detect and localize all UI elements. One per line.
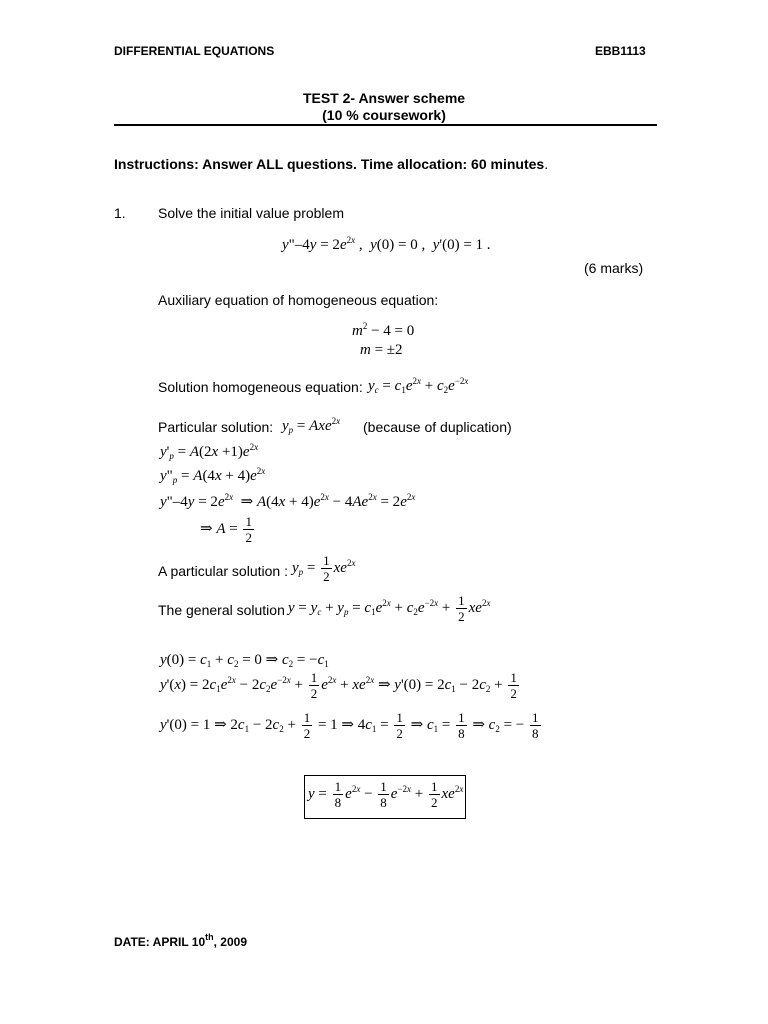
- a-particular-label: A particular solution :: [158, 563, 288, 579]
- question-number: 1.: [114, 205, 126, 221]
- second-derivative: $y"_p = A(4x + 4)e^{2x}$: [160, 466, 266, 485]
- general-solution: $y = y_c + y_p = c_1e^{2x} + c_2e^{-2x}$ + $\frac{1}{2}$ $xe^{2x}$: [288, 593, 491, 624]
- course-title: DIFFERENTIAL EQUATIONS: [114, 44, 275, 58]
- instructions: [114, 156, 548, 172]
- first-derivative: $y'_p = A(2x +1)e^{2x}$: [160, 442, 259, 461]
- instructions-text: Instructions: Answer ALL questions. Time allocation: 60 minutes: [114, 156, 545, 172]
- test-title: TEST 2- Answer scheme: [302, 90, 466, 106]
- date-suffix: , 2009: [213, 935, 247, 949]
- initial-condition-1: $y(0) = c_1 + c_2 = 0$ ⇒ $c_2 = -c_1$: [160, 652, 329, 669]
- date-ordinal: th: [205, 932, 214, 942]
- aux-equation: $m^2 - 4 = 0$: [352, 321, 415, 339]
- instructions-period: .: [544, 156, 549, 172]
- general-label: The general solution: [158, 602, 285, 618]
- initial-condition-2: y'(0) = 1 ⇒ $2c_1 - 2c_2$ + $\frac{1}{2}$ = 1 ⇒ $4c_1$ = $\frac{1}{2}$ ⇒ $c_1$ = $\frac{1}{8}$ ⇒ $c_2$ = − $\frac{1}{8}$: [160, 710, 539, 741]
- particular-label: Particular solution:: [158, 419, 274, 435]
- title-divider: [114, 124, 657, 126]
- homogeneous-label: Solution homogeneous equation:: [158, 379, 363, 395]
- footer-date: [114, 932, 247, 949]
- derivative-general: $y'(x) = 2c_1e^{2x} - 2c_2e^{-2x}$ + $\frac{1}{2}$ $e^{2x} + xe^{2x}$ ⇒ $y'(0) = 2c_1 - 2c_2$ + $\frac{1}{2}$: [160, 670, 517, 701]
- course-code: EBB1113: [595, 44, 646, 58]
- question-marks: (6 marks): [584, 260, 644, 276]
- aux-roots: m = ±2: [360, 342, 403, 358]
- duplication-note: (because of duplication): [363, 419, 512, 435]
- particular-solution: $y_p$ = $\frac{1}{2}$ $xe^{2x}$: [292, 553, 356, 584]
- particular-form: $y_p = Axe^{2x}$: [282, 416, 341, 435]
- test-subtitle: (10 % coursework): [322, 107, 446, 123]
- ivp-equation: y"–4y = $2e^{2x}$ , y(0) = 0 , y'(0) = 1 .: [282, 235, 491, 253]
- date-prefix: DATE: APRIL 10: [114, 935, 206, 949]
- question-prompt: Solve the initial value problem: [158, 205, 344, 221]
- homogeneous-solution: $y_c = c_1e^{2x} + c_2e^{-2x}$: [368, 376, 469, 395]
- coefficient-a: ⇒ A = $\frac{1}{2}$: [200, 514, 252, 545]
- aux-equation-label: Auxiliary equation of homogeneous equation:: [158, 292, 439, 308]
- substitution: y"–4y = $2e^{2x}$ ⇒ $A(4x + 4)e^{2x} - 4Ae^{2x} = 2e^{2x}$: [160, 492, 416, 510]
- final-answer: y = $\frac{1}{8}$ $e^{2x}$ − $\frac{1}{8}$ $e^{-2x}$ + $\frac{1}{2}$ $xe^{2x}$: [308, 779, 464, 810]
